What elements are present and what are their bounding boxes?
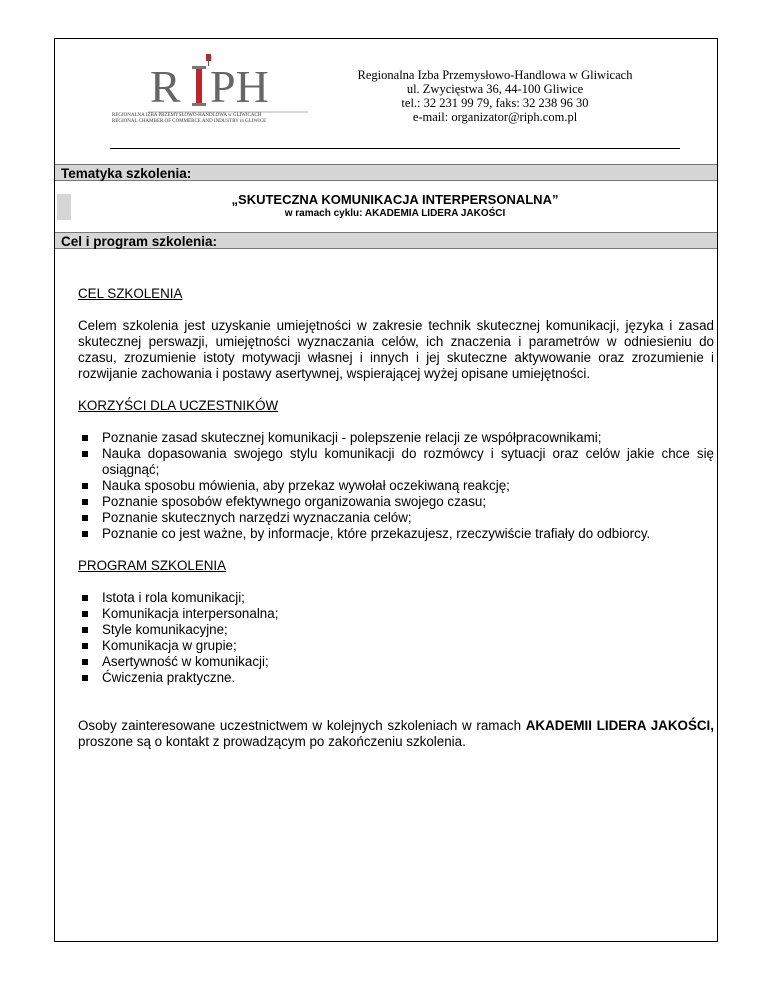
bullet-icon xyxy=(82,435,88,441)
benefits-heading: KORZYŚCI DLA UCZESTNIKÓW xyxy=(78,398,279,413)
list-item xyxy=(78,606,714,622)
contact-email[interactable]: e-mail: organizator@riph.com.pl xyxy=(412,110,578,124)
content-body xyxy=(78,286,714,750)
program-section-header: Cel i program szkolenia: xyxy=(55,232,717,249)
logo-subtitle-line1: REGIONALNA IZBA PRZEMYSŁOWO-HANDLOWA w GLIWICACH xyxy=(112,113,262,118)
program-list xyxy=(78,590,714,686)
program-item-text: Istota i rola komunikacji; xyxy=(102,590,245,605)
bullet-icon xyxy=(82,499,88,505)
list-item xyxy=(78,590,714,606)
topic-marker xyxy=(57,194,71,220)
list-item xyxy=(78,526,714,542)
closing-note xyxy=(78,718,714,750)
list-item xyxy=(78,622,714,638)
benefits-list xyxy=(78,430,714,542)
bullet-icon xyxy=(82,483,88,489)
list-item xyxy=(78,494,714,510)
list-item xyxy=(78,510,714,526)
program-item-text: Komunikacja interpersonalna; xyxy=(102,606,279,621)
benefit-text: Nauka sposobu mówienia, aby przekaz wywołał oczekiwaną reakcję; xyxy=(102,478,510,493)
bullet-icon xyxy=(82,611,88,617)
contact-address: ul. Zwycięstwa 36, 44-100 Gliwice xyxy=(406,82,584,96)
program-heading: PROGRAM SZKOLENIA xyxy=(78,558,227,573)
topic-section-header: Tematyka szkolenia: xyxy=(55,164,717,181)
benefit-text: Poznanie sposobów efektywnego organizowania swojego czasu; xyxy=(102,494,487,509)
list-item xyxy=(78,430,714,446)
list-item xyxy=(78,654,714,670)
benefit-text: Poznanie co jest ważne, by informacje, które przekazujesz, rzeczywiście trafiały do odbiorcy. xyxy=(102,526,651,541)
bullet-icon xyxy=(82,451,88,457)
benefit-text: Poznanie zasad skutecznej komunikacji - polepszenie relacji ze współpracownikami; xyxy=(102,430,602,445)
closing-text-after: proszone są o kontakt z prowadzącym po zakończeniu szkolenia. xyxy=(78,734,466,749)
header-divider xyxy=(110,148,680,149)
list-item xyxy=(78,478,714,494)
goal-heading: CEL SZKOLENIA xyxy=(78,286,183,301)
closing-academy-name: AKADEMII LIDERA JAKOŚCI, xyxy=(525,718,714,733)
list-item xyxy=(78,670,714,686)
list-item xyxy=(78,446,714,478)
bullet-icon xyxy=(82,595,88,601)
training-title: „SKUTECZNA KOMUNIKACJA INTERPERSONALNA” xyxy=(231,192,559,207)
contact-phone: tel.: 32 231 99 79, faks: 32 238 96 30 xyxy=(401,96,589,110)
benefit-text: Poznanie skutecznych narzędzi wyznaczania celów; xyxy=(102,510,412,525)
program-item-text: Style komunikacyjne; xyxy=(102,622,228,637)
bullet-icon xyxy=(82,531,88,537)
bullet-icon xyxy=(82,643,88,649)
bullet-icon xyxy=(82,627,88,633)
logo-letter-r: R xyxy=(150,61,181,112)
contact-org: Regionalna Izba Przemysłowo-Handlowa w Gliwicach xyxy=(357,68,633,82)
program-item-text: Komunikacja w grupie; xyxy=(102,638,237,653)
logo-subtitle-line2: REGIONAL CHAMBER OF COMMERCE AND INDUSTRY in GLIWICE xyxy=(112,119,267,124)
program-item-text: Ćwiczenia praktyczne. xyxy=(102,670,236,685)
bullet-icon xyxy=(82,675,88,681)
contact-block xyxy=(330,68,660,124)
training-subtitle: w ramach cyklu: AKADEMIA LIDERA JAKOŚCI xyxy=(284,208,506,219)
benefit-text: Nauka dopasowania swojego stylu komunikacji do rozmówcy i sytuacji oraz celów jakie chce się osiągnąć; xyxy=(102,446,714,477)
list-item xyxy=(78,638,714,654)
bullet-icon xyxy=(82,659,88,665)
goal-text: Celem szkolenia jest uzyskanie umiejętności w zakresie technik skutecznej komunikacji, języka i zasad skutecznej perswazji, umiejętności wyznaczania celów, ich znaczenia i parametrów w odniesieniu do czasu, zrozumienie istoty motywacji własnej i innych i jej skuteczne aktywowanie oraz zrozumienie i rozwijanie zachowania i postawy asertywnej, wspierającej wyżej opisane umiejętności. xyxy=(78,318,714,381)
logo-letters-ph: PH xyxy=(210,61,269,112)
bullet-icon xyxy=(82,515,88,521)
logo-subtitle xyxy=(112,113,342,125)
closing-text-before: Osoby zainteresowane uczestnictwem w kolejnych szkoleniach w ramach xyxy=(78,718,526,733)
program-item-text: Asertywność w komunikacji; xyxy=(102,654,269,669)
